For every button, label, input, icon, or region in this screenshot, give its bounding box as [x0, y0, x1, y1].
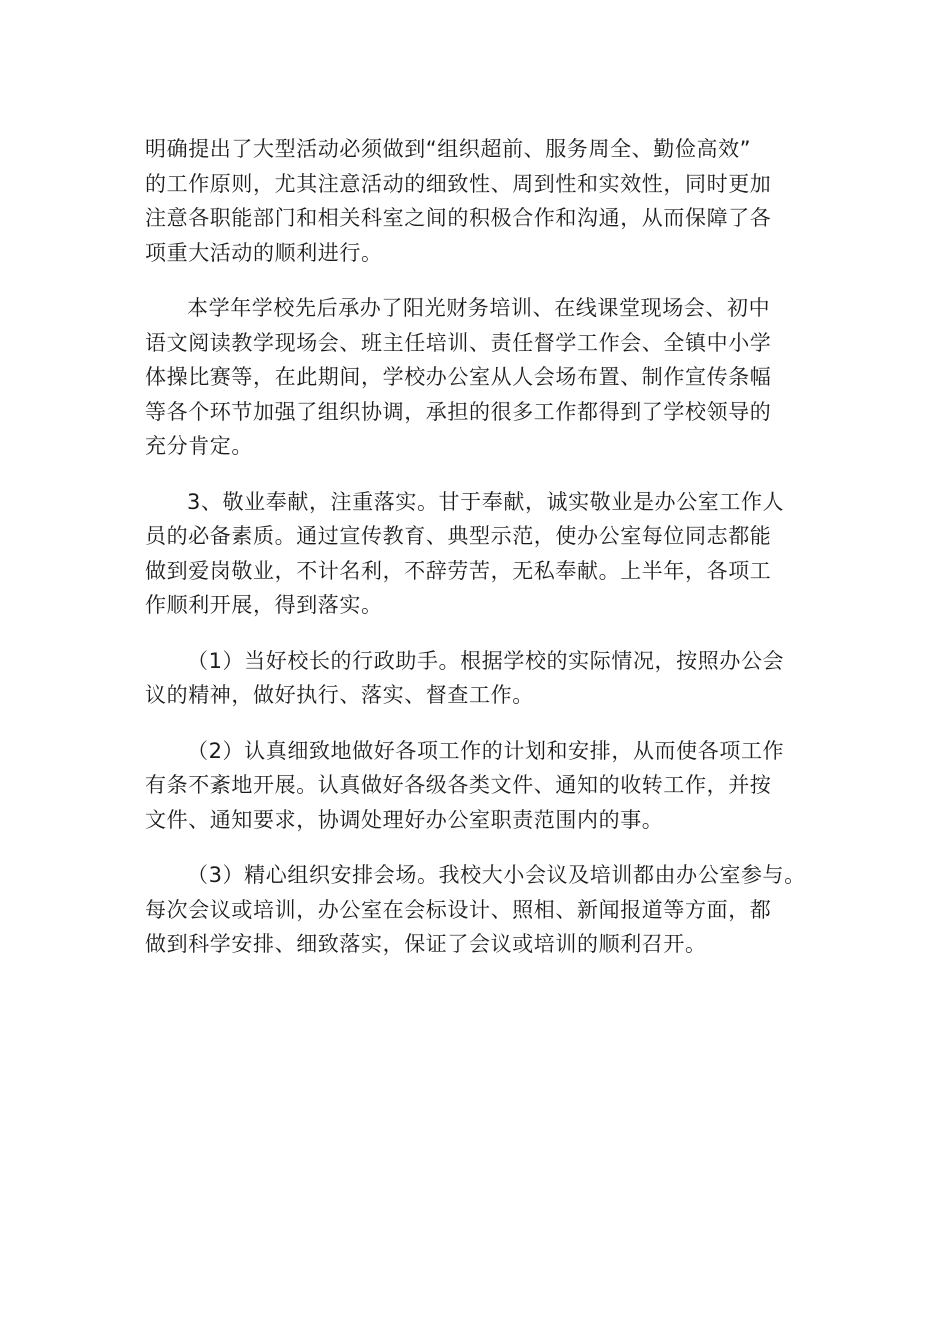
- paragraph-line: （2）认真细致地做好各项工作的计划和安排，从而使各项工作: [187, 738, 785, 763]
- paragraph-line: 的工作原则，尤其注意活动的细致性、周到性和实效性，同时更加: [145, 171, 772, 196]
- paragraph-line: 等各个环节加强了组织协调，承担的很多工作都得到了学校领导的: [145, 399, 772, 424]
- paragraph-line: 员的必备素质。通过宣传教育、典型示范，使办公室每位同志都能: [145, 524, 772, 548]
- paragraph-line: 项重大活动的顺利进行。: [145, 240, 383, 265]
- paragraph-line: 注意各职能部门和相关科室之间的积极合作和沟通，从而保障了各: [145, 206, 772, 230]
- paragraph-line: 作顺利开展，得到落实。: [145, 593, 383, 617]
- paragraph-line: 语文阅读教学现场会、班主任培训、责任督学工作会、全镇中小学: [145, 330, 772, 355]
- paragraph-line: 议的精神，做好执行、落实、督查工作。: [145, 683, 534, 707]
- paragraph-line: 体操比赛等，在此期间，学校办公室从人会场布置、制作宣传条幅: [145, 365, 772, 389]
- paragraph-line: 做到科学安排、细致落实，保证了会议或培训的顺利召开。: [145, 932, 707, 956]
- paragraph-line: 有条不紊地开展。认真做好各级各类文件、通知的收转工作，并按: [145, 773, 772, 797]
- paragraph-line: 3、敬业奉献，注重落实。甘于奉献，诚实敬业是办公室工作人: [187, 489, 785, 514]
- paragraph-line: （1）当好校长的行政助手。根据学校的实际情况，按照办公会: [187, 648, 785, 673]
- paragraph-line: 明确提出了大型活动必须做到“组织超前、服务周全、勤俭高效”: [145, 137, 752, 161]
- paragraph-1: [145, 132, 820, 270]
- paragraph-4: [145, 644, 820, 713]
- paragraph-line: （3）精心组织安排会场。我校大小会议及培训都由办公室参与。: [187, 863, 806, 887]
- paragraph-line: 文件、通知要求，协调处理好办公室职责范围内的事。: [145, 807, 664, 832]
- paragraph-line: 每次会议或培训，办公室在会标设计、照相、新闻报道等方面，都: [145, 897, 772, 922]
- paragraph-2: [145, 291, 820, 464]
- paragraph-5: [145, 734, 820, 838]
- paragraph-line: 充分肯定。: [145, 434, 253, 458]
- paragraph-line: 做到爱岗敬业，不计名利，不辞劳苦，无私奉献。上半年，各项工: [145, 558, 772, 583]
- paragraph-3: [145, 485, 820, 623]
- paragraph-line: 本学年学校先后承办了阳光财务培训、在线课堂现场会、初中: [187, 296, 771, 320]
- document-body: [145, 132, 820, 983]
- paragraph-6: [145, 858, 820, 962]
